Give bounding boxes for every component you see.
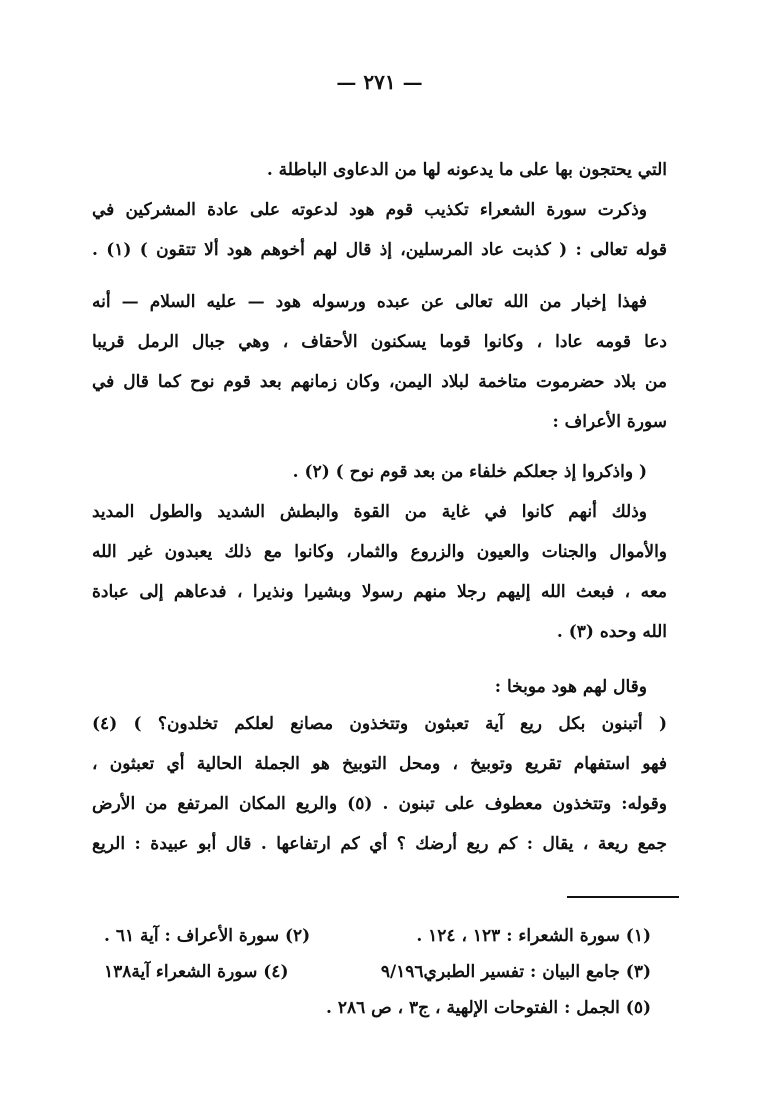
text-line-14: ( أتبنون بكل ريع آية تعبثون وتتخذون مصانع لعلكم تخلدون؟ ) (٤) [92,714,667,734]
text-line-7: سورة الأعراف : [552,412,667,432]
text-line-3: قوله تعالى : ( كذبت عاد المرسلين، إذ قال لهم أخوهم هود ألا تتقون ) (١) . [92,240,667,260]
footnote-2: (٢) سورة الأعراف : آية ٦١ . [104,926,311,946]
text-line-10: والأموال والجنات والعيون والزروع والثمار، وكانوا مع ذلك يعبدون غير الله [92,542,667,562]
text-line-9: وذلك أنهم كانوا في غاية من القوة والبطش الشديد والطول المديد [92,502,647,522]
text-line-2: وذكرت سورة الشعراء تكذيب قوم هود لدعوته على عادة المشركين في [92,200,647,220]
footnote-1: (١) سورة الشعراء : ١٢٣ ، ١٢٤ . [416,926,651,946]
text-line-17: جمع ريعة ، يقال : كم ريع أرضك ؟ أي كم ارتفاعها . قال أبو عبيدة : الريع [92,834,667,854]
footnote-row-2 [104,960,651,984]
text-line-6: من بلاد حضرموت متاخمة لبلاد اليمن، وكان زمانهم بعد قوم نوح كما قال في [92,372,667,392]
footnote-row-1 [104,924,651,948]
page-number: — ٢٧١ — [336,70,423,94]
footnote-5: (٥) الجمل : الفتوحات الإلهية ، ج٣ ، ص ٢٨٦ . [325,998,651,1018]
footnote-3: (٣) جامع البيان : تفسير الطبري٩/١٩٦ [380,962,651,982]
text-line-15: فهو استفهام تقريع وتوبيخ ، ومحل التوبيخ هو الجملة الحالية أي تعبثون ، [92,754,667,774]
text-line-5: دعا قومه عادا ، وكانوا قوما يسكنون الأحقاف ، وهي جبال الرمل قريبا [92,332,667,352]
text-line-1: التي يحتجون بها على ما يدعونه لها من الدعاوى الباطلة . [266,160,667,180]
text-line-4: فهذا إخبار من الله تعالى عن عبده ورسوله هود — عليه السلام — أنه [92,292,647,312]
text-line-8: ( واذكروا إذ جعلكم خلفاء من بعد قوم نوح ) (٢) . [292,462,647,482]
footnote-row-3 [104,996,651,1020]
footnote-divider [567,896,679,898]
text-line-11: معه ، فبعث الله إليهم رجلا منهم رسولا وبشيرا ونذيرا ، فدعاهم إلى عبادة [92,582,667,602]
footnote-4: (٤) سورة الشعراء آية١٣٨ [104,962,289,982]
text-line-16: وقوله: وتتخذون معطوف على تبنون . (٥) والريع المكان المرتفع من الأرض [92,794,667,814]
text-line-13: وقال لهم هود موبخا : [494,677,647,697]
text-line-12: الله وحده (٣) . [556,622,667,642]
